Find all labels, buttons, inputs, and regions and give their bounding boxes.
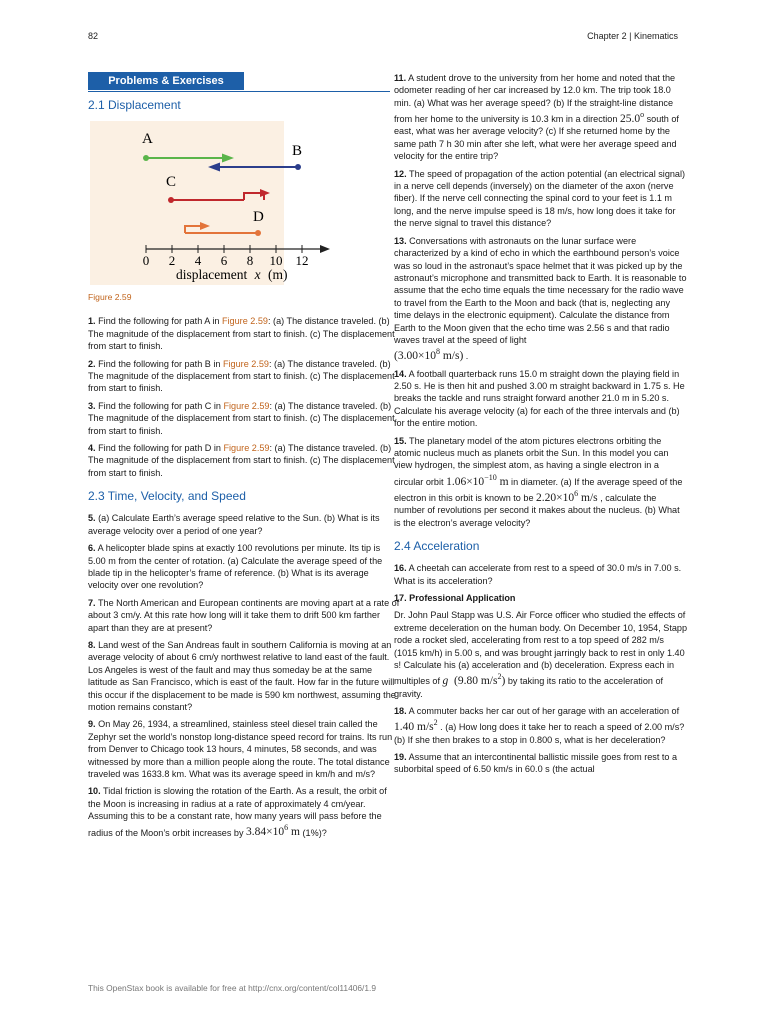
axis-tick-label: 10 bbox=[269, 253, 283, 268]
math-exponent: 8 bbox=[435, 347, 440, 357]
problem-17 bbox=[394, 609, 688, 700]
path-d-leg bbox=[185, 226, 202, 233]
math-unit: m bbox=[496, 475, 509, 488]
figure-link[interactable]: Figure 2.59 bbox=[223, 400, 270, 411]
label-d: D bbox=[253, 209, 264, 225]
problem-6 bbox=[88, 542, 400, 592]
math-angle: 25.0 bbox=[619, 113, 641, 126]
path-c-start bbox=[168, 197, 174, 203]
problem-13-number: 13. bbox=[394, 235, 407, 246]
problem-12 bbox=[394, 168, 688, 230]
problem-6-number: 6. bbox=[88, 543, 96, 554]
axis-tick-label: 0 bbox=[142, 253, 150, 268]
problem-18-number: 18. bbox=[394, 706, 407, 717]
chapter-title: Chapter 2 | Kinematics bbox=[587, 31, 678, 41]
problem-15-number: 15. bbox=[394, 435, 407, 446]
label-c: C bbox=[166, 174, 177, 190]
math-exponent: −10 bbox=[484, 472, 497, 482]
problem-1-pre: Find the following for path A in bbox=[95, 316, 222, 327]
problem-16-number: 16. bbox=[394, 563, 407, 574]
problem-4 bbox=[88, 442, 400, 479]
math-unit: m bbox=[288, 826, 300, 839]
math-exponent: 2 bbox=[433, 718, 438, 728]
math-value: (9.80 m/s bbox=[454, 675, 498, 688]
math-exponent: 6 bbox=[284, 823, 289, 833]
math-mantissa: 2.20×10 bbox=[536, 491, 575, 504]
path-d-arrowhead bbox=[200, 222, 210, 230]
problem-6-text: A helicopter blade spins at exactly 100 revolutions per minute. Its tip is 5.00 m from the center of rotation. (a) Calculate the average speed of the blade tip in the helicopter’s frame of reference. (b) What is its average velocity over one revolution? bbox=[88, 543, 383, 591]
path-b-start bbox=[295, 164, 301, 170]
problem-13-tail: . bbox=[463, 351, 469, 362]
problem-10 bbox=[88, 785, 400, 838]
problem-17-heading bbox=[394, 592, 688, 604]
axis-label bbox=[176, 267, 287, 282]
problem-12-number: 12. bbox=[394, 168, 407, 179]
problem-15 bbox=[394, 435, 688, 530]
problem-14 bbox=[394, 368, 688, 430]
problem-18-math bbox=[394, 718, 438, 734]
problem-7-text: The North American and European continents are moving apart at a rate of about 3 cm/y. At this rate how long will it take them to drift 500 km farther apart than they are at present? bbox=[88, 597, 400, 633]
problem-10-tail: (1%)? bbox=[300, 827, 327, 838]
figure-link[interactable]: Figure 2.59 bbox=[223, 443, 270, 454]
axis-tick-label: 2 bbox=[168, 253, 176, 268]
axis-tick-label: 8 bbox=[246, 253, 254, 268]
problem-2-number: 2. bbox=[88, 358, 96, 369]
math-value: 1.40 m/s bbox=[394, 721, 434, 734]
problem-19 bbox=[394, 751, 688, 776]
problem-8-number: 8. bbox=[88, 639, 96, 650]
label-a: A bbox=[142, 131, 153, 147]
problem-7 bbox=[88, 597, 400, 634]
problem-1-text: : (a) The distance traveled. (b) The magnitude of the displacement from start to finish. (c) The displacement from start to finish. bbox=[88, 316, 395, 352]
problem-18-tail: . (a) How long does it take her to reach a speed of 2.00 m/s? (b) If she then brakes to a stop in 0.800 s, what is her deceleration? bbox=[394, 722, 685, 745]
axis-label-text: displacement bbox=[176, 267, 248, 282]
x-axis-arrowhead bbox=[320, 245, 330, 253]
math-g: g bbox=[442, 675, 449, 688]
figure-2-59 bbox=[90, 121, 309, 285]
problem-11-math bbox=[619, 110, 645, 126]
math-value: (3.00×10 bbox=[394, 350, 436, 363]
problem-3-number: 3. bbox=[88, 400, 96, 411]
problem-4-text: : (a) The distance traveled. (b) The magnitude of the displacement from start to finish. (c) The displacement from start to finish. bbox=[88, 443, 395, 478]
problem-13-math bbox=[394, 347, 464, 363]
problem-15-math-2 bbox=[536, 489, 598, 504]
math-mantissa: 3.84×10 bbox=[246, 826, 285, 839]
problem-3 bbox=[88, 400, 400, 437]
problem-2-pre: Find the following for path B in bbox=[95, 358, 223, 369]
math-unit: m/s bbox=[578, 491, 598, 504]
problem-3-text: : (a) The distance traveled. (b) The magnitude of the displacement from start to finish. (c) The displacement from start to finish. bbox=[88, 400, 395, 436]
problem-16-text: A cheetah can accelerate from rest to a speed of 30.0 m/s in 7.00 s. What is its acceleration? bbox=[394, 563, 682, 586]
problem-14-number: 14. bbox=[394, 368, 407, 379]
problem-17-tail: by taking its ratio to the acceleration of gravity. bbox=[394, 676, 664, 699]
problem-11-tail: south of east, what was her average velocity? (c) If she returned home by the same path 7 h 30 min after she left, what were her average speed and velocity for the entire trip? bbox=[394, 114, 679, 162]
problem-18 bbox=[394, 705, 688, 746]
figure-caption: Figure 2.59 bbox=[88, 292, 132, 302]
axis-label-var: x bbox=[254, 267, 261, 282]
path-a-start bbox=[143, 155, 149, 161]
problem-1-number: 1. bbox=[88, 316, 96, 327]
problem-5 bbox=[88, 512, 400, 537]
banner-title: Problems & Exercises bbox=[88, 72, 244, 90]
problem-9 bbox=[88, 718, 400, 780]
banner-rule bbox=[88, 91, 390, 93]
problem-15-text: The planetary model of the atom pictures electrons orbiting the atomic nucleus much as planets orbit the Sun. In this model you can view hydrogen, the simplest atom, as having a single electron in a circular orbit bbox=[394, 435, 669, 487]
problem-10-text: Tidal friction is slowing the rotation of the Earth. As a result, the orbit of the Moon is increasing in radius at a rate of approximately 4 cm/year. Assuming this to be a constant rate, how many years will pass before the radius of the Moon’s orbit increases by bbox=[88, 786, 387, 838]
path-d-end bbox=[255, 230, 261, 236]
problem-1 bbox=[88, 315, 400, 352]
problem-11 bbox=[394, 72, 688, 163]
problem-9-number: 9. bbox=[88, 719, 96, 730]
problem-15-math-1 bbox=[446, 472, 509, 488]
problem-19-text: Assume that an intercontinental ballistic missile goes from rest to a suborbital speed of 6.50 km/s in 60.0 s (the actual bbox=[394, 752, 678, 775]
problem-3-pre: Find the following for path C in bbox=[95, 400, 224, 411]
problem-8-text: Land west of the San Andreas fault in southern California is moving at an average velocity of about 6 cm/y northwest relative to land east of the fault. Los Angeles is west of the fault and may thus someday be at the same latitude as San Francisco, which is east of the fault. How far in the future will this occur if the displacement to be made is 590 km northwest, assuming the motion remains constant? bbox=[88, 639, 396, 712]
problem-15-tail: , calculate the number of revolutions per second it makes about the nucleus. (b) What is the electron’s average velocity? bbox=[394, 492, 680, 528]
problem-16 bbox=[394, 562, 688, 587]
problem-8 bbox=[88, 639, 400, 713]
problem-5-number: 5. bbox=[88, 513, 96, 524]
problem-19-number: 19. bbox=[394, 752, 407, 763]
axis-tick-label: 12 bbox=[295, 253, 309, 268]
problem-17-number: 17. bbox=[394, 592, 407, 603]
math-close: ) bbox=[501, 675, 506, 688]
problem-4-number: 4. bbox=[88, 443, 96, 454]
problem-2-text: : (a) The distance traveled. (b) The magnitude of the displacement from start to finish. (c) The displacement from start to finish. bbox=[88, 358, 395, 394]
figure-link[interactable]: Figure 2.59 bbox=[221, 316, 268, 327]
displacement-diagram bbox=[90, 121, 309, 285]
problem-15-mid: in diameter. (a) If the average speed of the electron in this orbit is known to be bbox=[394, 476, 683, 503]
page-number: 82 bbox=[88, 31, 99, 41]
problem-13 bbox=[394, 235, 688, 363]
right-column bbox=[394, 72, 688, 781]
left-column bbox=[88, 72, 400, 844]
problem-18-text: A commuter backs her car out of her garage with an acceleration of bbox=[406, 706, 680, 717]
label-b: B bbox=[292, 143, 303, 159]
footer-note: This OpenStax book is available for free at http://cnx.org/content/col11406/1.9 bbox=[88, 983, 377, 993]
problem-5-text: (a) Calculate Earth’s average speed relative to the Sun. (b) What is its average velocity over a period of one year? bbox=[88, 513, 380, 536]
math-unit: m/s) bbox=[439, 350, 464, 363]
section-2-1-heading: 2.1 Displacement bbox=[88, 98, 181, 112]
problem-13-text: Conversations with astronauts on the lunar surface were characterized by a kind of echo in which the earthbound person’s voice was so loud in the astronaut’s space helmet that it was picked up by the astronaut’s microphone and transmitted back to Earth. It is reasonable to assume that the echo time equals the time necessary for the radio wave to travel from the Earth to the Moon and back (that is, neglecting any time delays in the electronic equipment). Calculate the distance from Earth to the Moon given that the echo time was 2.56 s and that radio waves travel at the speed of light bbox=[394, 235, 687, 345]
problem-10-number: 10. bbox=[88, 786, 101, 797]
math-exponent: 2 bbox=[497, 672, 502, 682]
axis-tick-label: 6 bbox=[220, 253, 228, 268]
problem-17-text: Dr. John Paul Stapp was U.S. Air Force officer who studied the effects of extreme deceleration on the human body. On December 10, 1954, Stapp rode a rocket sled, accelerating from rest to a top speed of 282 m/s (1015 km/h) in 5.00 s, and was brought jarringly back to rest in only 1.40 s! Calculate his (a) acceleration and (b) deceleration. Express each in multiples of bbox=[394, 610, 688, 687]
axis-label-unit: (m) bbox=[267, 267, 288, 282]
math-mantissa: 1.06×10 bbox=[446, 475, 485, 488]
section-2-4-heading: 2.4 Acceleration bbox=[394, 539, 480, 554]
problem-7-number: 7. bbox=[88, 597, 96, 608]
problem-11-number: 11. bbox=[394, 73, 407, 83]
path-a-arrowhead bbox=[222, 154, 234, 163]
section-2-3-heading: 2.3 Time, Velocity, and Speed bbox=[88, 489, 246, 504]
problem-4-pre: Find the following for path D in bbox=[95, 443, 224, 454]
problem-11-text: A student drove to the university from her home and noted that the odometer reading of her car increased by 12.0 km. The trip took 18.0 min. (a) What was her average speed? (b) If the straight-line distance from her home to the university is 10.3 km in a direction bbox=[394, 73, 676, 125]
problem-17-title: Professional Application bbox=[406, 592, 516, 603]
problem-14-text: A football quarterback runs 15.0 m straight down the playing field in 2.50 s. He is then hit and pushed 3.00 m straight backward in 1.75 s. He breaks the tackle and runs straight forward another 21.0 m in 5.20 s. Calculate his average velocity (a) for each of the three intervals and (b) for the entire motion. bbox=[394, 368, 685, 429]
problems-banner bbox=[88, 72, 400, 92]
problem-10-math bbox=[246, 823, 300, 839]
problem-12-text: The speed of propagation of the action potential (an electrical signal) in a nerve cell depends (inversely) on the diameter of the axon (nerve fiber). If the nerve cell connecting the spinal cord to your feet is 1.1 m long, and the nerve impulse speed is 18 m/s, how long does it take for the nerve signal to travel this distance? bbox=[394, 168, 686, 229]
problem-17-math bbox=[442, 672, 506, 688]
problem-2 bbox=[88, 358, 400, 395]
math-degree: o bbox=[640, 110, 645, 120]
path-b-arrowhead bbox=[208, 163, 220, 172]
problem-9-text: On May 26, 1934, a streamlined, stainless steel diesel train called the Zephyr set the world’s nonstop long-distance speed record for trains. Its run from Denver to Chicago took 13 hours, 4 minutes, 58 seconds, and was witnessed by more than a million people along the route. The total distance traveled was 1633.8 km. What was its average speed in km/h and m/s? bbox=[88, 719, 393, 779]
axis-tick-label: 4 bbox=[194, 253, 202, 268]
math-exponent: 6 bbox=[574, 489, 579, 499]
figure-link[interactable]: Figure 2.59 bbox=[222, 358, 269, 369]
